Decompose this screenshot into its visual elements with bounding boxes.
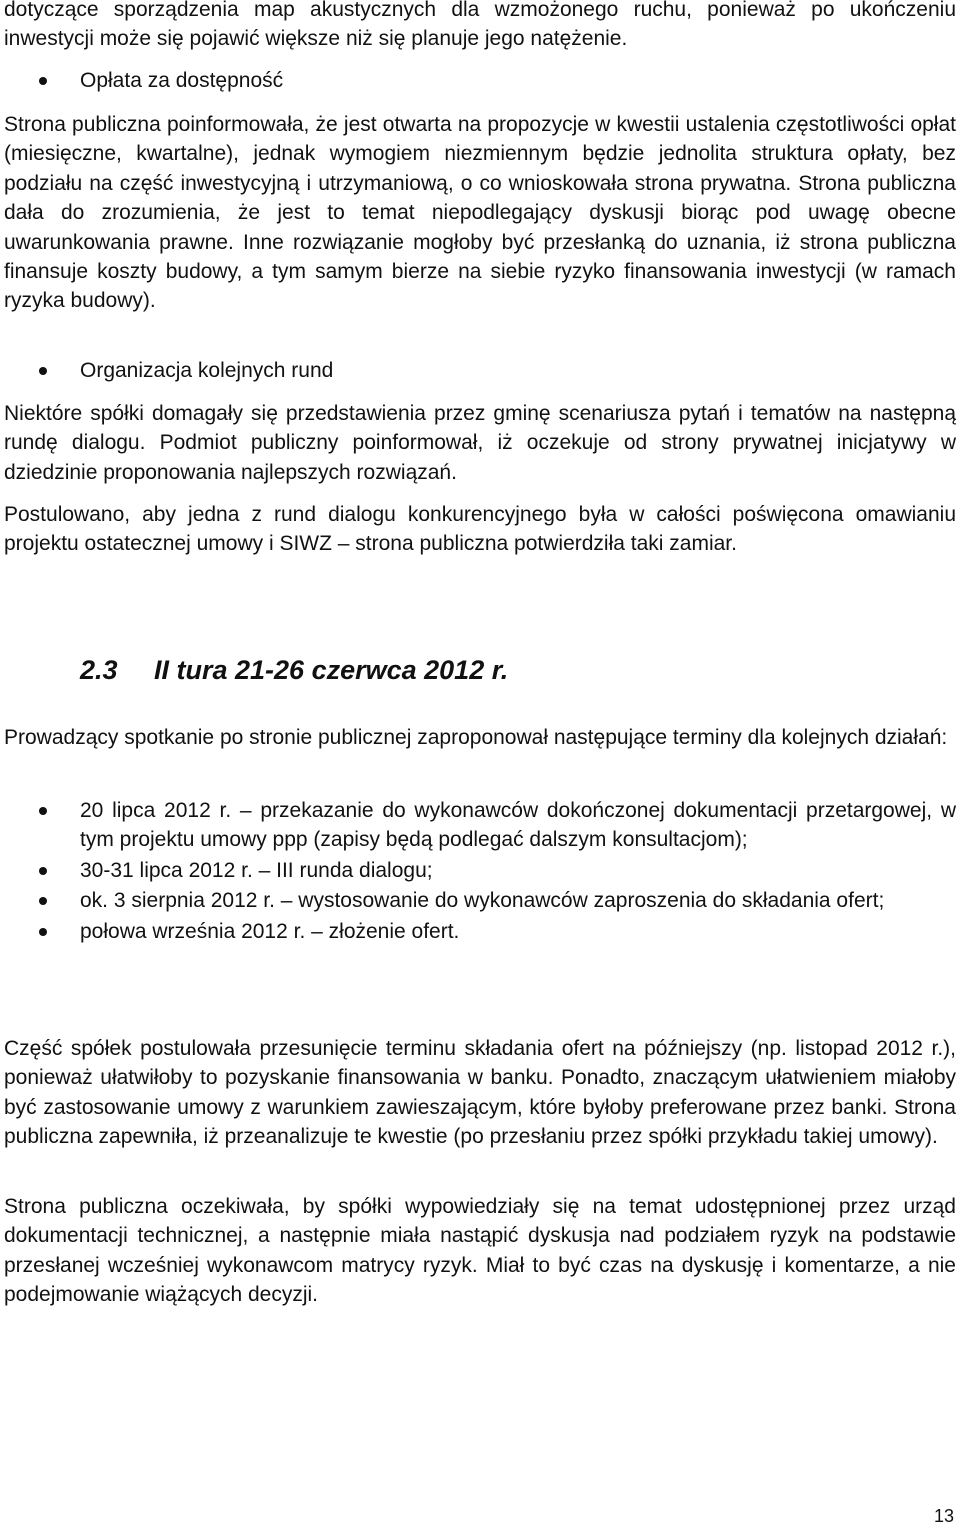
paragraph: Część spółek postulowała przesunięcie terminu składania ofert na późniejszy (np. listopad 2012 r.), ponieważ ułatwiłoby to pozyskanie finansowania w banku. Ponadto, znaczącym ułatwieniem miałoby być zastosowanie umowy z warunkiem zawieszającym, które byłoby preferowane przez banki. Strona publiczna zapewniła, iż przeanalizuje te kwestie (po przesłaniu przez spółki przykładu takiej umowy). (4, 1037, 956, 1149)
bullet-item: Opłata za dostępność (4, 66, 956, 95)
section-title: II tura 21-26 czerwca 2012 r. (154, 655, 509, 685)
list-item: ok. 3 sierpnia 2012 r. – wystosowanie do wykonawców zaproszenia do składania ofert; (4, 886, 956, 915)
section-heading (80, 654, 508, 686)
list-item: 30-31 lipca 2012 r. – III runda dialogu; (4, 856, 956, 885)
paragraph: Prowadzący spotkanie po stronie publicznej zaproponował następujące terminy dla kolejnych działań: (4, 726, 948, 749)
paragraph-expectations (4, 1192, 956, 1310)
paragraph: dotyczące sporządzenia map akustycznych dla wzmożonego ruchu, ponieważ po ukończeniu inwestycji może się pojawić większe niż się planuje jego natężenie. (4, 0, 956, 51)
paragraph-fee (4, 110, 956, 316)
paragraph-continuation (4, 0, 956, 54)
paragraph: Niektóre spółki domagały się przedstawienia przez gminę scenariusza pytań i tematów na następną rundę dialogu. Podmiot publiczny poinformował, iż oczekuje od strony prywatnej inicjatywy w dziedzinie proponowania najlepszych rozwiązań. (4, 402, 956, 484)
bullet-heading (4, 66, 956, 95)
paragraph: Strona publiczna oczekiwała, by spółki wypowiedziały się na temat udostępnionej przez urząd dokumentacji technicznej, a następnie miała nastąpić dyskusja nad podziałem ryzyk na podstawie przesłanej wcześniej wykonawcom matrycy ryzyk. Miał to być czas na dyskusję i komentarze, a nie podejmowanie wiążących decyzji. (4, 1195, 956, 1307)
bullet-item: Organizacja kolejnych rund (4, 356, 956, 385)
schedule-list (4, 796, 956, 946)
paragraph: Postulowano, aby jedna z rund dialogu konkurencyjnego była w całości poświęcona omawianiu projektu ostatecznej umowy i SIWZ – strona publiczna potwierdziła taki zamiar. (4, 503, 956, 556)
paragraph-rounds (4, 399, 956, 487)
paragraph: Strona publiczna poinformowała, że jest otwarta na propozycje w kwestii ustalenia częstotliwości opłat (miesięczne, kwartalne), jednak wymogiem niezmiennym będzie jednolita struktura opłaty, bez podziału na część inwestycyjną i utrzymaniową, o co wnioskowała strona prywatna. Strona publiczna dała do zrozumienia, że jest to temat niepodlegający dyskusji biorąc pod uwagę obecne uwarunkowania prawne. Inne rozwiązanie mogłoby być przesłanką do uznania, iż strona publiczna finansuje koszty budowy, a tym samym bierze na siebie ryzyko finansowania inwestycji (w ramach ryzyka budowy). (4, 113, 956, 313)
section-intro (4, 723, 956, 752)
list-item: połowa września 2012 r. – złożenie ofert. (4, 917, 956, 946)
paragraph-postulate (4, 500, 956, 559)
paragraph-offers (4, 1034, 956, 1152)
page-number: 13 (933, 1506, 954, 1526)
bullet-heading (4, 356, 956, 385)
list-item: 20 lipca 2012 r. – przekazanie do wykonawców dokończonej dokumentacji przetargowej, w tym projektu umowy ppp (zapisy będą podlegać dalszym konsultacjom); (4, 796, 956, 855)
section-number: 2.3 (80, 655, 118, 685)
